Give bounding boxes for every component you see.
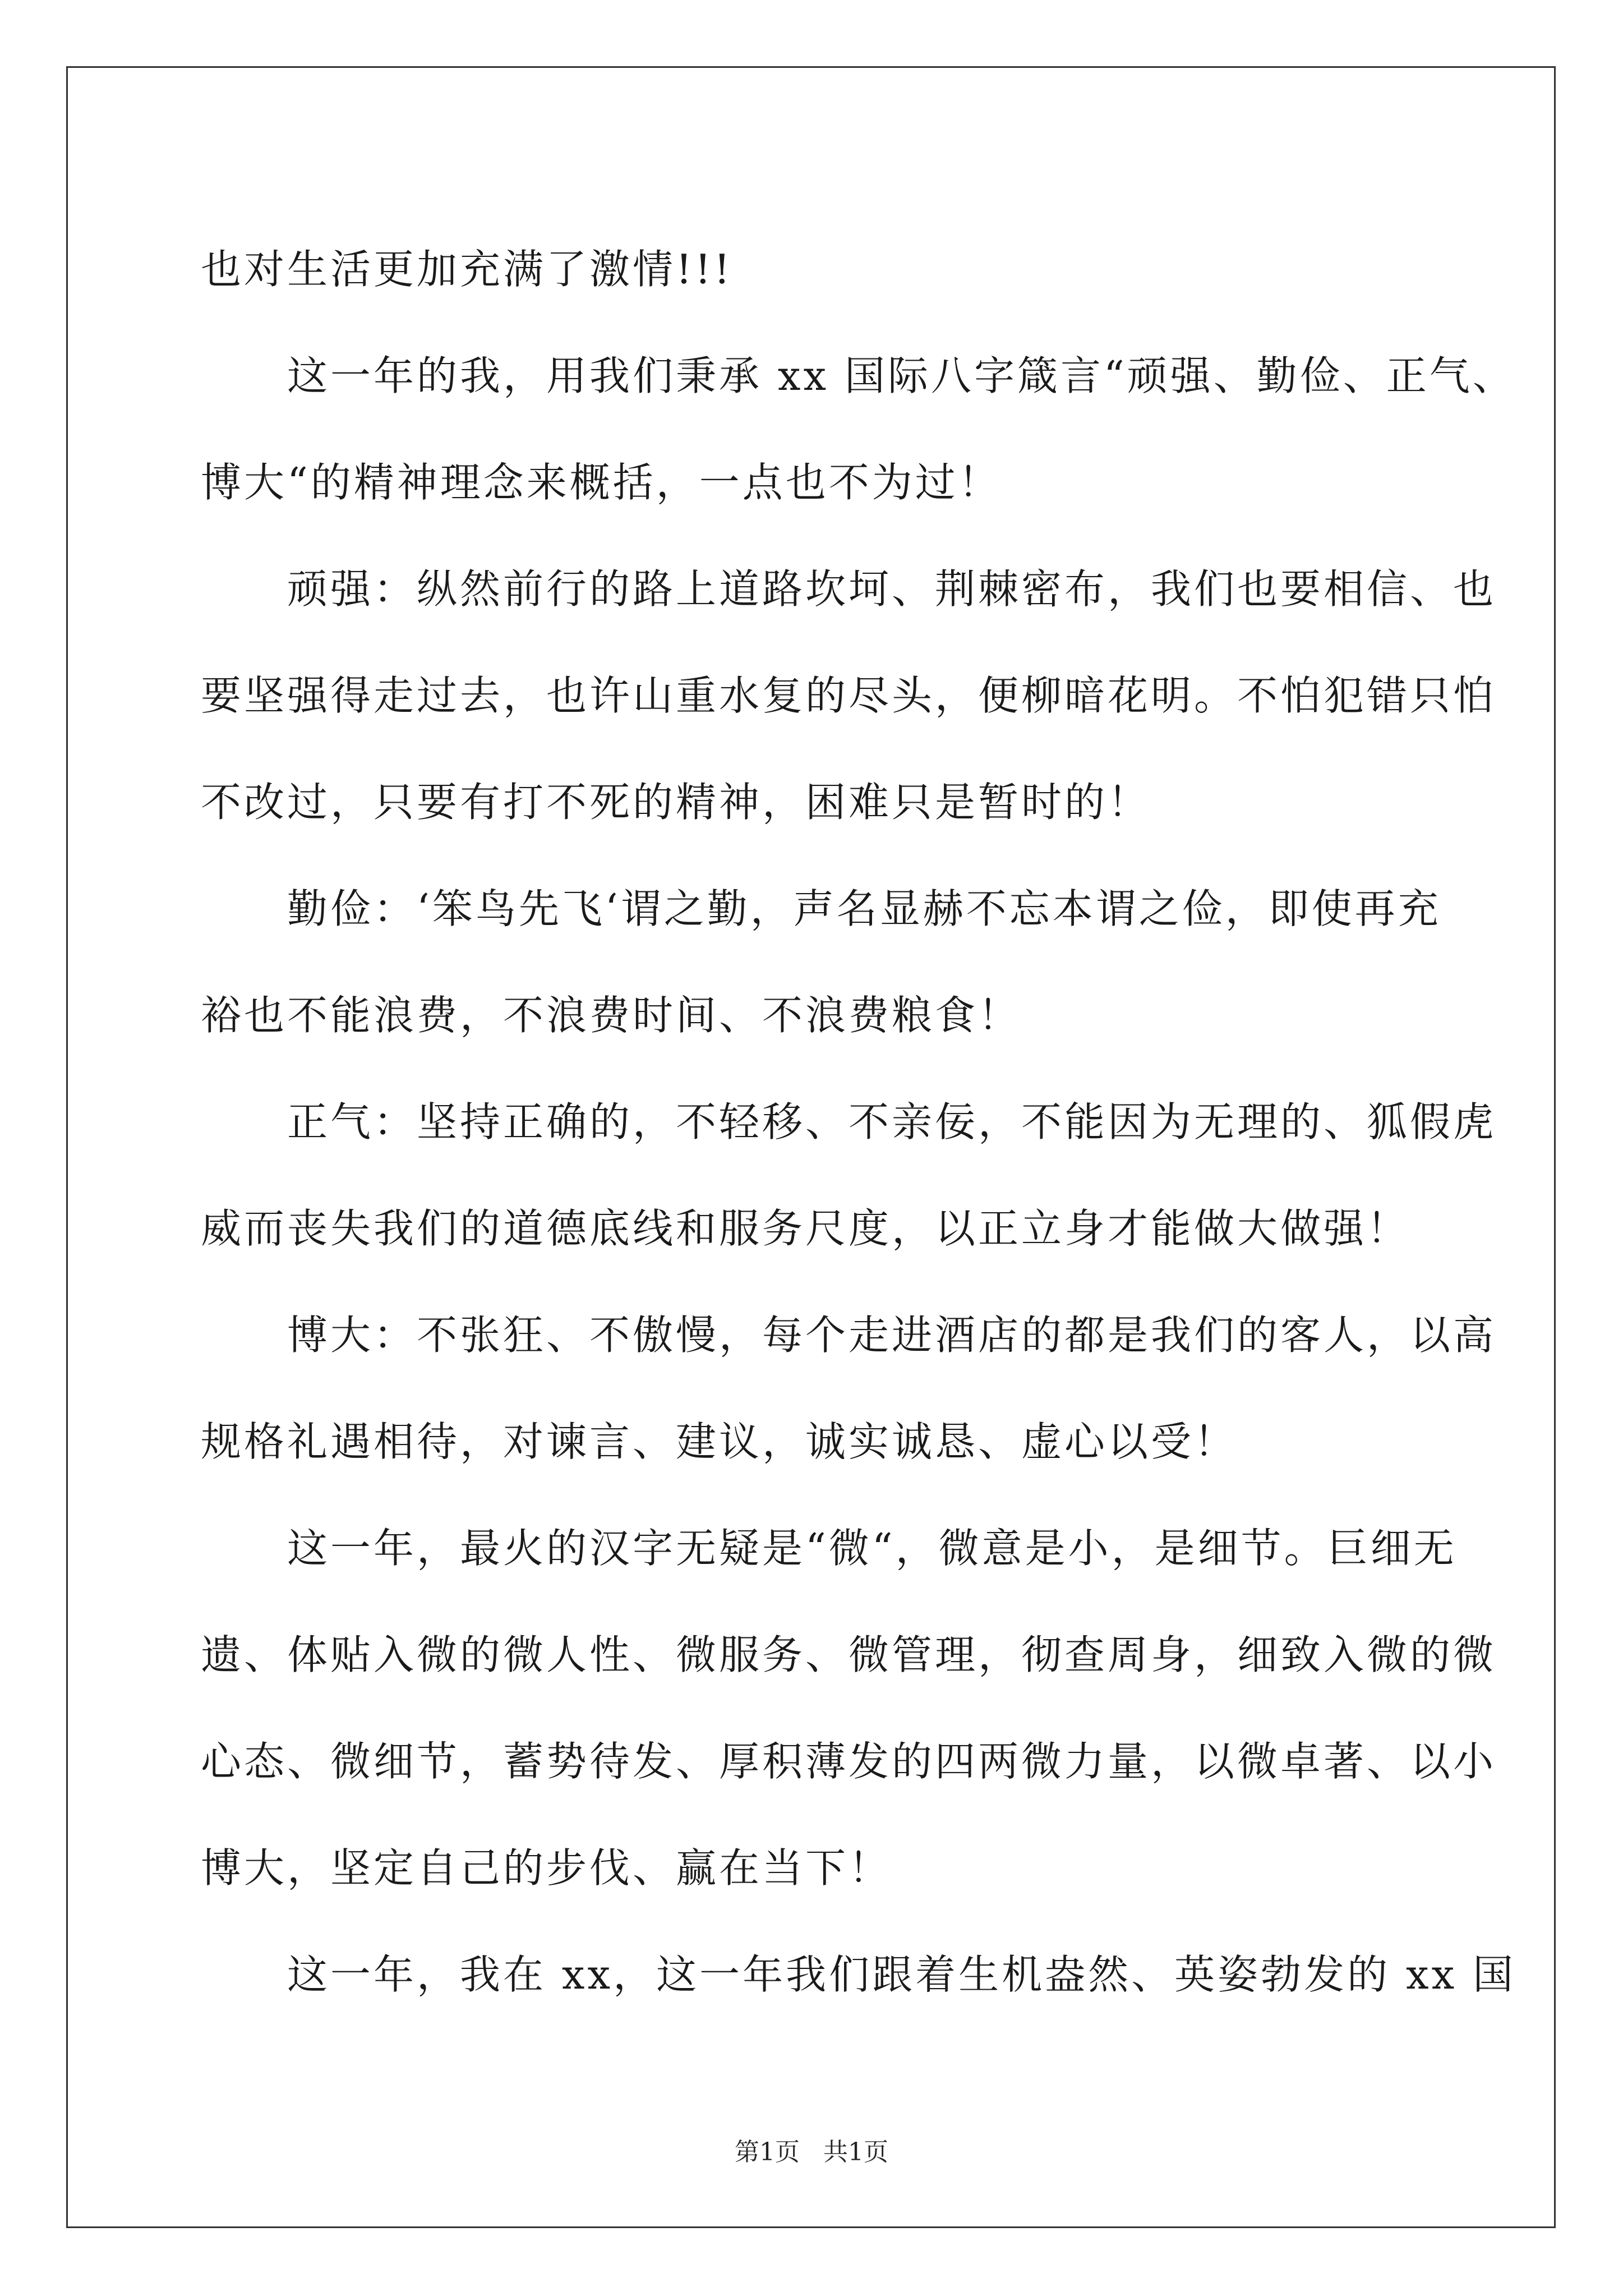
text-line-4: 顽强：纵然前行的路上道路坎坷、荆棘密布，我们也要相信、也 (201, 565, 1497, 613)
text-line-14: 遗、体贴入微的微人性、微服务、微管理，彻查周身，细致入微的微 (201, 1631, 1497, 1678)
text-line-9: 正气：坚持正确的，不轻移、不亲佞，不能因为无理的、狐假虎 (201, 1098, 1497, 1145)
text-line-8: 裕也不能浪费，不浪费时间、不浪费粮食！ (201, 992, 1022, 1039)
document-body (201, 216, 1516, 2028)
text-line-17: 这一年，我在 xx，这一年我们跟着生机盎然、英姿勃发的 xx 国 (201, 1951, 1516, 1998)
text-line-1: 也对生活更加充满了激情!!! (201, 246, 733, 293)
text-line-6: 不改过，只要有打不死的精神，困难只是暂时的！ (201, 779, 1151, 826)
text-line-13: 这一年，最火的汉字无疑是“微“，微意是小，是细节。巨细无 (201, 1525, 1457, 1572)
page-footer (0, 2132, 1623, 2168)
page-current: 第1页 (735, 2138, 800, 2166)
text-line-11: 博大：不张狂、不傲慢，每个走进酒店的都是我们的客人，以高 (201, 1312, 1497, 1359)
text-line-5: 要坚强得走过去，也许山重水复的尽头，便柳暗花明。不怕犯错只怕 (201, 672, 1497, 719)
text-line-16: 博大，坚定自己的步伐、赢在当下！ (201, 1844, 892, 1892)
text-line-3: 博大“的精神理念来概括，一点也不为过！ (201, 459, 1002, 506)
text-line-10: 威而丧失我们的道德底线和服务尺度，以正立身才能做大做强！ (201, 1205, 1410, 1252)
text-line-7: 勤俭：‘笨鸟先飞‘谓之勤，声名显赫不忘本谓之俭，即使再充 (201, 885, 1441, 932)
text-line-15: 心态、微细节，蓄势待发、厚积薄发的四两微力量，以微卓著、以小 (201, 1738, 1497, 1785)
page-total: 共1页 (823, 2138, 888, 2166)
text-line-2: 这一年的我，用我们秉承 xx 国际八字箴言“顽强、勤俭、正气、 (201, 352, 1516, 399)
text-line-12: 规格礼遇相待，对谏言、建议，诚实诚恳、虚心以受！ (201, 1418, 1238, 1465)
